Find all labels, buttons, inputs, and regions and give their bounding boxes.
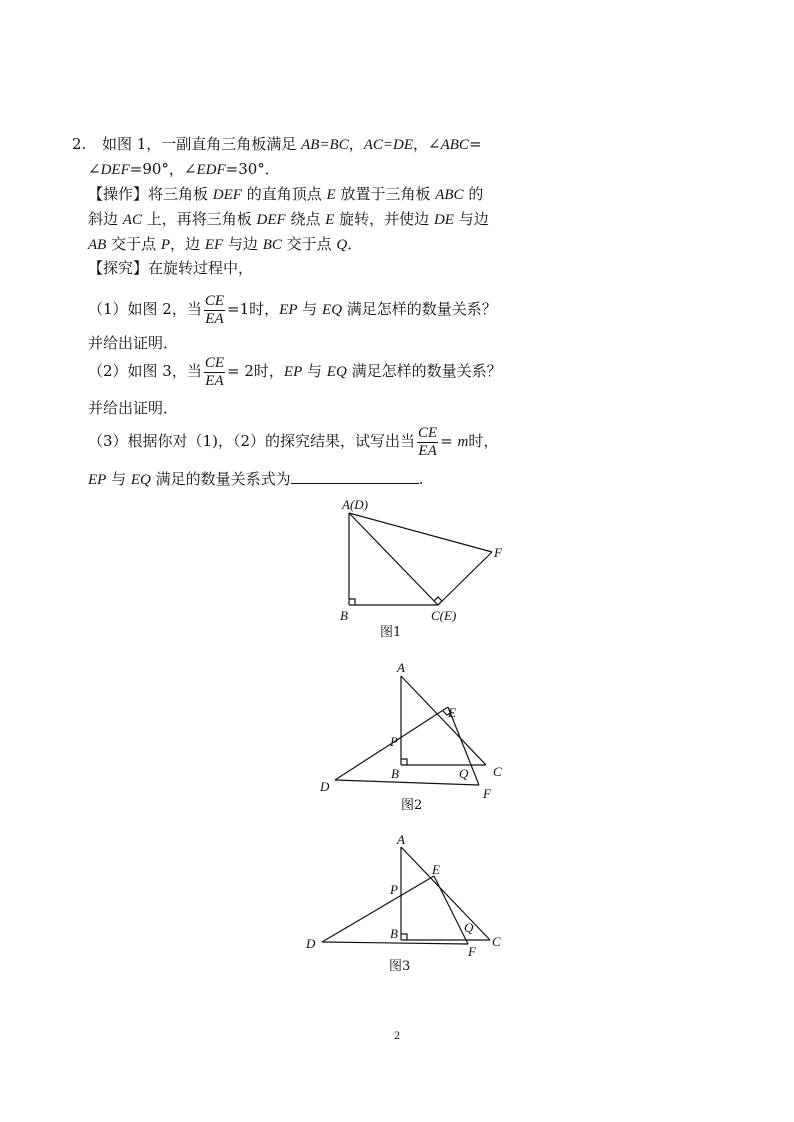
- label-f: F: [468, 944, 476, 959]
- label-d: D: [306, 936, 316, 951]
- question-3-answer: EP 与 EQ 满足的数量关系式为 .: [88, 470, 424, 488]
- explore-heading: 【探究】在旋转过程中，: [88, 259, 254, 277]
- label-a: A: [397, 660, 405, 675]
- label-q: Q: [459, 766, 469, 781]
- segment-ac: [401, 847, 490, 940]
- segment-de: [322, 876, 434, 942]
- fraction-ce-ea: $\frac{CE}{EA}$: [204, 354, 225, 389]
- label-p: P: [390, 734, 398, 749]
- question-2-proof: 并给出证明．: [88, 399, 179, 417]
- question-2: （2）如图 3，当 $\frac{CE}{EA}$ = 2时，EP 与 EQ 满足怎样的数量关系？: [88, 354, 502, 389]
- label-d: D: [320, 779, 330, 794]
- answer-blank: [291, 469, 419, 484]
- operation-line-3: AB 交于点 P，边 EF 与边 BC 交于点 Q．: [88, 235, 363, 253]
- figure-1-caption: 图1: [380, 625, 402, 640]
- label-f: F: [483, 786, 491, 801]
- figure-1: [320, 495, 530, 645]
- problem-number: 2.: [72, 135, 87, 153]
- label-b: B: [390, 926, 398, 941]
- label-e: E: [432, 862, 440, 877]
- label-c-e: C(E): [431, 608, 457, 623]
- segment-df: [349, 513, 492, 552]
- figure-3: [298, 830, 518, 978]
- label-c: C: [492, 934, 501, 949]
- question-3: （3）根据你对（1)，（2）的探究结果，试写出当 $\frac{CE}{EA}$ = m时，: [88, 424, 499, 459]
- label-p: P: [390, 882, 398, 897]
- operation-line-2: 斜边 AC 上，再将三角板 DEF 绕点 E 旋转，并使边 DE 与边: [88, 210, 489, 228]
- segment-ef: [434, 876, 468, 944]
- right-angle-e: [434, 597, 442, 605]
- right-angle-b: [401, 759, 407, 765]
- label-b: B: [340, 608, 348, 623]
- right-angle-b: [401, 934, 407, 940]
- label-b: B: [391, 766, 399, 781]
- right-angle-b: [349, 599, 355, 605]
- figure-3-caption: 图3: [389, 959, 411, 974]
- page-number: 2: [394, 1028, 400, 1042]
- fraction-ce-ea: $\frac{CE}{EA}$: [418, 424, 438, 459]
- label-f: F: [494, 545, 502, 560]
- segment-df: [322, 942, 468, 944]
- operation-line-1: 【操作】将三角板 DEF 的直角顶点 E 放置于三角板 ABC 的: [88, 185, 484, 203]
- label-a-d: A(D): [342, 497, 368, 512]
- question-1: （1）如图 2，当 $\frac{CE}{EA}$ =1时，EP 与 EQ 满足怎样的数量关系？: [88, 292, 497, 327]
- label-a: A: [397, 832, 405, 847]
- figure-2: [315, 660, 515, 815]
- label-e: E: [448, 705, 456, 720]
- fraction-ce-ea: $\frac{CE}{EA}$: [204, 292, 225, 327]
- figure-2-caption: 图2: [401, 798, 423, 813]
- segment-ef: [438, 552, 492, 605]
- segment-df: [335, 780, 479, 785]
- segment-ac: [401, 676, 486, 765]
- label-q: Q: [464, 920, 474, 935]
- problem-line-1: 2. 如图 1，一副直角三角板满足 AB=BC，AC=DE，∠ABC=: [72, 135, 482, 153]
- label-c: C: [493, 764, 502, 779]
- question-1-proof: 并给出证明．: [88, 334, 179, 352]
- segment-ac: [349, 513, 438, 605]
- problem-line-2: ∠DEF=90°，∠EDF=30°．: [88, 160, 280, 178]
